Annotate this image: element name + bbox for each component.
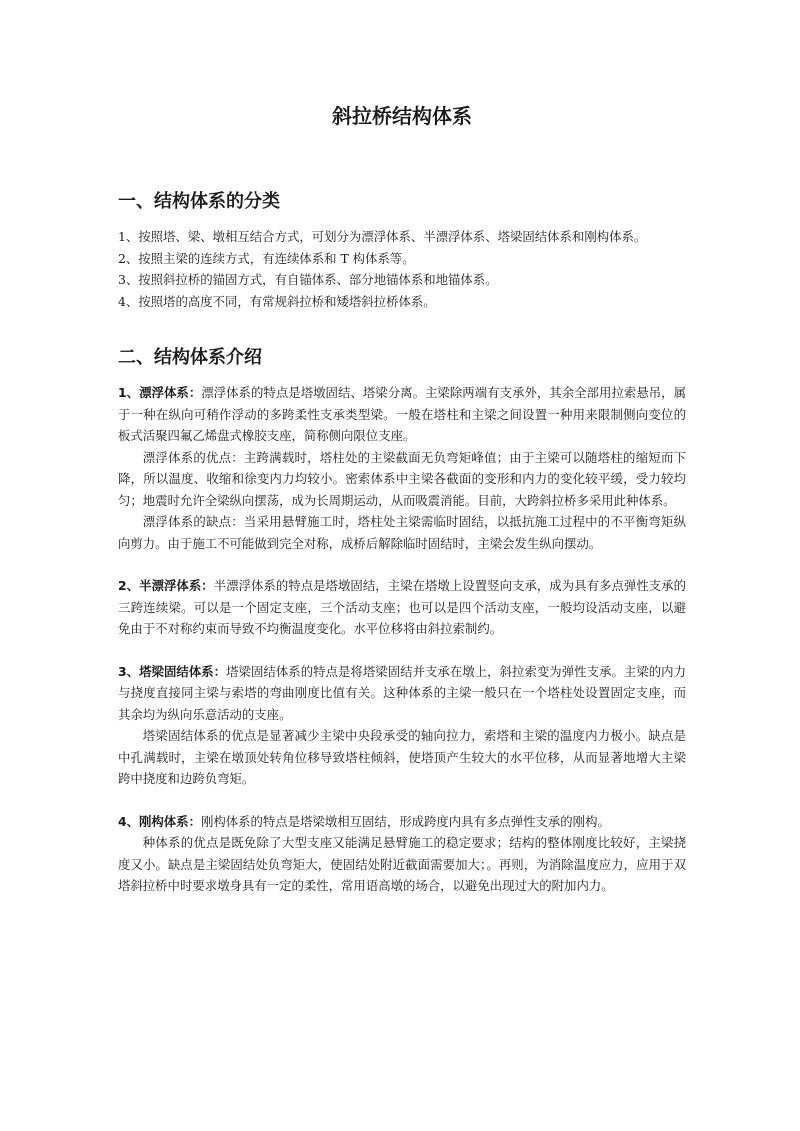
section-heading-classification: 一、结构体系的分类 [118, 191, 280, 212]
tower-beam-fixed-system-block [118, 661, 686, 790]
document-page [118, 96, 686, 897]
document-title: 斜拉桥结构体系 [332, 104, 472, 128]
rigid-frame-system-block [118, 811, 686, 897]
paragraph-text: 塔梁固结体系的特点是将塔梁固结并支承在墩上，斜拉索变为弹性支承。主梁的内力与挠度直接同主梁与索塔的弯曲刚度比值有关。这种体系的主梁一般只在一个塔柱处设置固定支座，而其余均为纵向乐意活动的支座。 [118, 663, 686, 722]
paragraph-lead: 3、塔梁固结体系： [118, 663, 227, 679]
paragraph [118, 382, 686, 447]
paragraph-text: 漂浮体系的特点是塔墩固结、塔梁分离。主梁除两端有支承外，其余全部用拉索悬吊，属于一种在纵向可稍作浮动的多跨柔性支承类型梁。一般在塔柱和主梁之间设置一种用来限制侧向变位的板式活聚四氟乙烯盘式橡胶支座，简称侧向限位支座。 [118, 385, 687, 443]
paragraph: 种体系的优点是既免除了大型支座又能满足悬臂施工的稳定要求；结构的整体刚度比较好，主梁挠度又小。缺点是主梁固结处负弯矩大，使固结处附近截面需要加大；。再则，为消除温度应力，应用于双塔斜拉桥中时要求墩身具有一定的柔性，常用语高墩的场合，以避免出现过大的附加内力。 [118, 835, 686, 893]
semi-floating-system-block [118, 575, 686, 640]
floating-system-block [118, 382, 686, 554]
classification-list [118, 226, 686, 312]
paragraph [118, 661, 686, 726]
paragraph-lead: 2、半漂浮体系： [118, 578, 214, 593]
list-item: 3、按照斜拉桥的锚固方式，有自锚体系、部分地锚体系和地锚体系。 [118, 272, 498, 287]
paragraph: 漂浮体系的优点：主跨满载时，塔柱处的主梁截面无负弯矩峰值；由于主梁可以随塔柱的缩短而下降，所以温度、收缩和徐变内力均较小。密索体系中主梁各截面的变形和内力的变化较平缓，受力较均匀；地震时允许全梁纵向摆荡，成为长周期运动，从而吸震消能。目前，大跨斜拉桥多采用此种体系。 [118, 449, 686, 508]
paragraph-lead: 1、漂浮体系： [118, 385, 202, 400]
paragraph [118, 811, 686, 833]
paragraph-text: 刚构体系的特点是塔梁墩相互固结，形成跨度内具有多点弹性支承的刚构。 [200, 813, 610, 829]
list-item: 1、按照塔、梁、墩相互结合方式，可划分为漂浮体系、半漂浮体系、塔梁固结体系和刚构体系。 [118, 229, 647, 244]
paragraph [118, 575, 686, 640]
section-heading-introduction: 二、结构体系介绍 [118, 347, 262, 368]
list-item: 4、按照塔的高度不同，有常规斜拉桥和矮塔斜拉桥体系。 [118, 293, 436, 309]
paragraph: 漂浮体系的缺点：当采用悬臂施工时，塔柱处主梁需临时固结，以抵抗施工过程中的不平衡弯矩纵向剪力。由于施工不可能做到完全对称，成桥后解除临时固结时，主梁会发生纵向摆动。 [118, 514, 686, 551]
paragraph: 塔梁固结体系的优点是显著减少主梁中央段承受的轴向拉力，索塔和主梁的温度内力极小。缺点是中孔满载时，主梁在墩顶处转角位移导致塔柱倾斜，使塔顶产生较大的水平位移，从而显著地增大主梁跨中挠度和边跨负弯矩。 [118, 728, 686, 786]
list-item: 2、按照主梁的连续方式，有连续体系和 T 构体系等。 [118, 250, 415, 266]
paragraph-text: 半漂浮体系的特点是塔墩固结，主梁在塔墩上设置竖向支承，成为具有多点弹性支承的三跨连续梁。可以是一个固定支座，三个活动支座；也可以是四个活动支座，一般均设活动支座，以避免由于不对称约束而导致不均衡温度变化。水平位移将由斜拉索制约。 [118, 578, 687, 636]
paragraph-lead: 4、刚构体系： [118, 813, 201, 829]
